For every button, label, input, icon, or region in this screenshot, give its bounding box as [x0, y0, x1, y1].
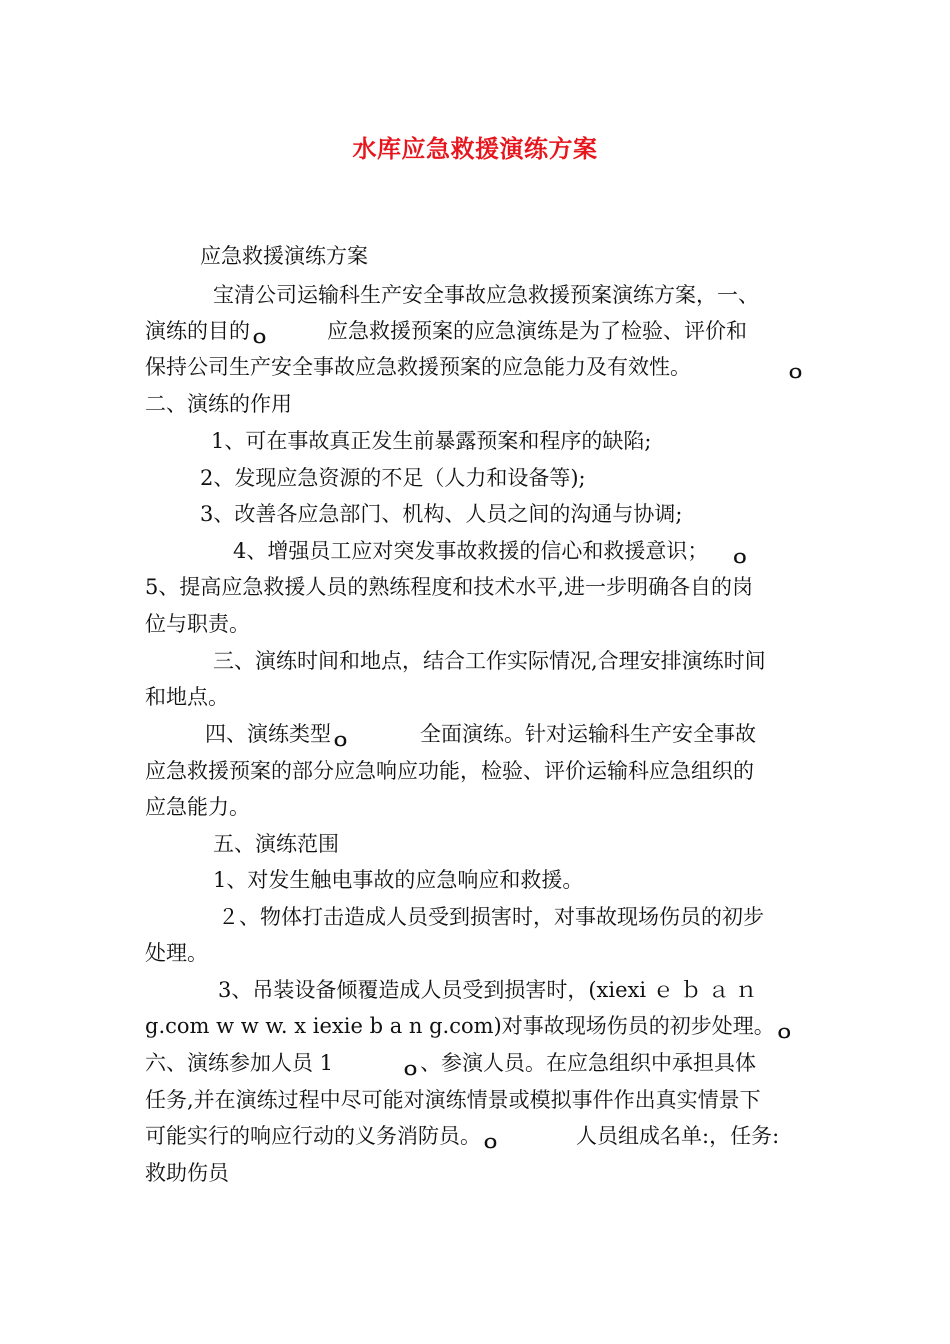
list-item: 5、提高应急救援人员的熟练程度和技术水平,进一步明确各自的岗 — [145, 575, 754, 599]
paragraph-mark: ｏ — [481, 1131, 501, 1153]
paragraph-line — [205, 719, 756, 749]
list-item: 1、可在事故真正发生前暴露预案和程序的缺陷; — [211, 429, 652, 453]
section-heading: 应急救援演练方案 — [200, 244, 368, 268]
list-item: ２、物体打击造成人员受到损害时，对事故现场伤员的初步 — [218, 905, 764, 929]
list-item: 3、改善各应急部门、机构、人员之间的沟通与协调; — [200, 502, 683, 526]
paragraph-line — [145, 316, 805, 346]
list-item: 3、吊装设备倾覆造成人员受到损害时，(xiexi ｅ ｂ ａ ｎ — [218, 978, 757, 1002]
paragraph-line: 二、演练的作用 — [145, 392, 292, 416]
line-segment: 可能实行的响应行动的义务消防员。 — [145, 1124, 481, 1148]
paragraph-line: 宝清公司运输科生产安全事故应急救援预案演练方案，一、 — [213, 283, 759, 307]
paragraph-line: 救助伤员 — [145, 1161, 229, 1185]
paragraph-line: 和地点。 — [145, 685, 229, 709]
paragraph-line — [145, 1121, 779, 1151]
paragraph-mark: ｏ — [785, 361, 805, 383]
line-segment: 全面演练。针对运输科生产安全事故 — [420, 722, 757, 746]
paragraph-line — [145, 1048, 756, 1078]
line-segment: 演练的目的 — [145, 319, 250, 343]
document-title: 水库应急救援演练方案 — [352, 135, 598, 163]
paragraph-line: 位与职责。 — [145, 612, 250, 636]
line-segment: 应急救援预案的应急演练是为了检验、评价和 — [327, 319, 748, 343]
paragraph-line — [145, 352, 805, 382]
paragraph-mark: ｏ — [401, 1058, 421, 1080]
paragraph-line: 三、演练时间和地点，结合工作实际情况,合理安排演练时间 — [213, 649, 766, 673]
list-item — [233, 536, 805, 566]
line-segment: 六、演练参加人员 1 — [145, 1051, 334, 1075]
list-item: 1、对发生触电事故的应急响应和救援。 — [213, 868, 584, 892]
list-item: 2、发现应急资源的不足（人力和设备等); — [200, 466, 586, 490]
paragraph-line: 应急救援预案的部分应急响应功能，检验、评价运输科应急组织的 — [145, 759, 754, 783]
paragraph-mark: ｏ — [250, 326, 270, 348]
line-segment: 四、演练类型 — [205, 722, 331, 746]
paragraph-line: 处理。 — [145, 941, 208, 965]
paragraph-line: 任务,并在演练过程中尽可能对演练情景或模拟事件作出真实情景下 — [145, 1088, 761, 1112]
line-segment: 4、增强员工应对突发事故救援的信心和救援意识； — [233, 539, 709, 563]
line-segment: g.com w w w. x iexie b a n g.com)对事故现场伤员的初步处理。 — [145, 1014, 775, 1038]
paragraph-mark: ｏ — [730, 546, 750, 568]
paragraph-line: 应急能力。 — [145, 795, 250, 819]
section-heading: 五、演练范围 — [213, 832, 339, 856]
line-segment: 人员组成名单:，任务: — [576, 1124, 780, 1148]
paragraph-line — [145, 1011, 794, 1041]
line-segment: 、参演人员。在应急组织中承担具体 — [420, 1051, 757, 1075]
paragraph-mark: ｏ — [774, 1021, 794, 1043]
line-segment: 保持公司生产安全事故应急救援预案的应急能力及有效性。 — [145, 355, 691, 379]
paragraph-mark: ｏ — [331, 729, 351, 751]
